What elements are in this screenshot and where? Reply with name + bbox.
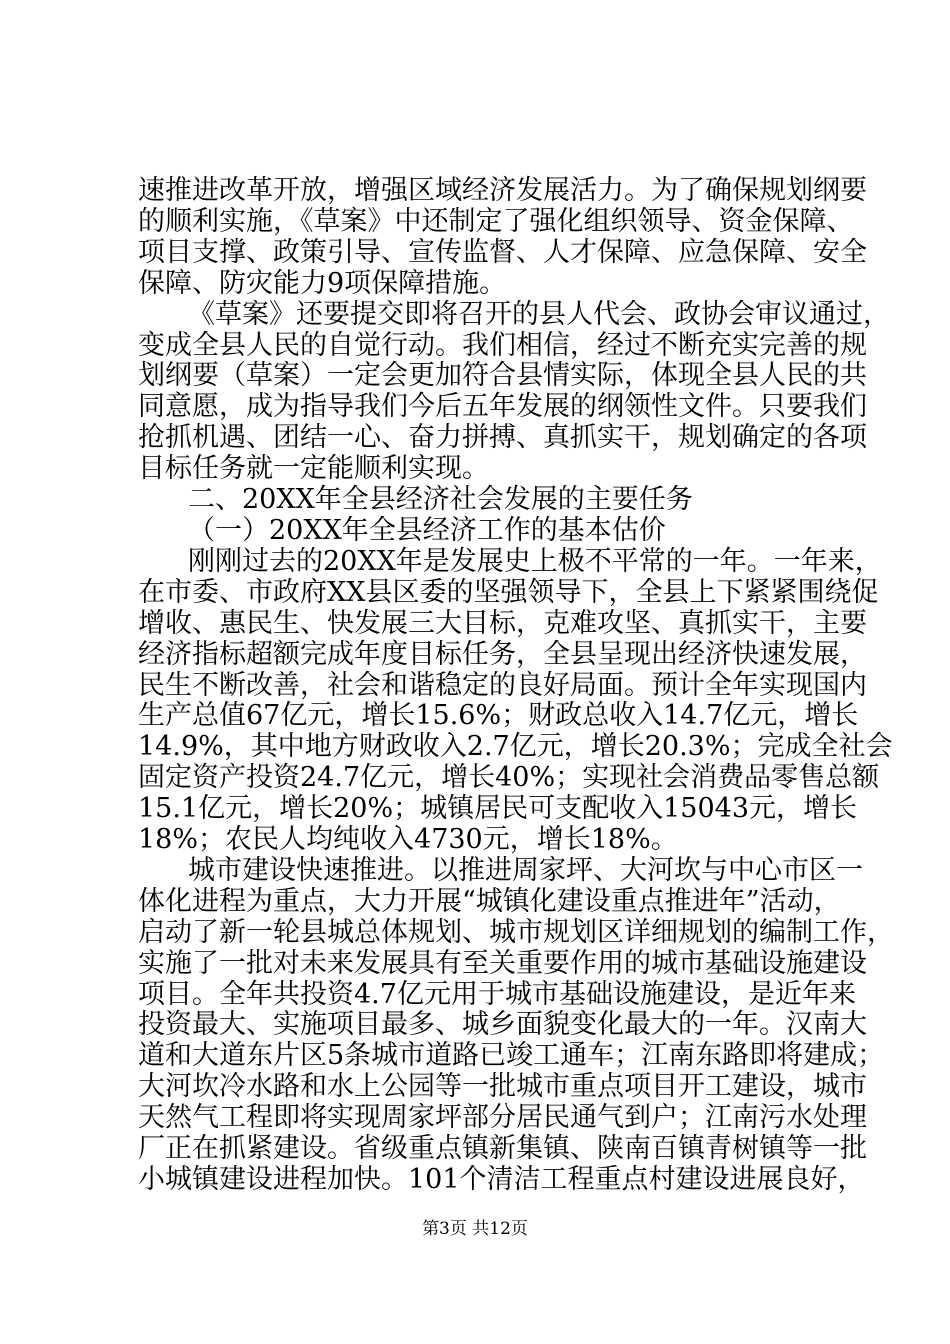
text-line: 天然气工程即将实现周家坪部分居民通气到户；江南污水处理	[138, 1102, 867, 1134]
text-line: 生产总值67亿元，增长15.6%；财政总收入14.7亿元，增长	[138, 700, 859, 732]
text-line: 划纲要（草案）一定会更加符合县情实际，体现全县人民的共	[138, 360, 867, 392]
text-line: 固定资产投资24.7亿元，增长40%；实现社会消费品零售总额	[138, 762, 880, 794]
text-line: 城市建设快速推进。以推进周家坪、大河坎与中心市区一	[188, 854, 863, 886]
text-line: 变成全县人民的自觉行动。我们相信，经过不断充实完善的规	[138, 329, 867, 361]
text-line: 增收、惠民生、快发展三大目标，克难攻坚、真抓实干，主要	[138, 607, 867, 639]
text-line: 的顺利实施，《草案》中还制定了强化组织领导、资金保障、	[138, 205, 854, 237]
text-line: 投资最大、实施项目最多、城乡面貌变化最大的一年。汉南大	[138, 1009, 867, 1041]
text-line: 项目。全年共投资4.7亿元用于城市基础设施建设，是近年来	[138, 978, 856, 1010]
text-line: 启动了新一轮县城总体规划、城市规划区详细规划的编制工作，	[138, 916, 894, 948]
text-line: 民生不断改善，社会和谐稳定的良好局面。预计全年实现国内	[138, 669, 867, 701]
text-line: 速推进改革开放，增强区域经济发展活力。为了确保规划纲要	[138, 175, 867, 206]
text-line: 道和大道东片区5条城市道路已竣工通车；江南东路即将建成；	[138, 1040, 885, 1072]
text-line: 14.9%，其中地方财政收入2.7亿元，增长20.3%；完成全社会	[138, 731, 893, 763]
text-line: 大河坎冷水路和水上公园等一批城市重点项目开工建设，城市	[138, 1071, 867, 1103]
subsection-heading: （一）20XX年全县经济工作的基本估价	[188, 514, 666, 546]
text-line: 同意愿，成为指导我们今后五年发展的纲领性文件。只要我们	[138, 391, 867, 423]
text-line: 经济指标超额完成年度目标任务，全县呈现出经济快速发展，	[138, 638, 867, 670]
text-line: 厂正在抓紧建设。省级重点镇新集镇、陕南百镇青树镇等一批	[138, 1133, 867, 1165]
text-line: 小城镇建设进程加快。101个清洁工程重点村建设进展良好，	[138, 1164, 865, 1195]
text-line: 项目支撑、政策引导、宣传监督、人才保障、应急保障、安全	[138, 236, 867, 268]
text-line: 在市委、市政府XX县区委的坚强领导下，全县上下紧紧围绕促	[138, 576, 879, 608]
text-line: 18%；农民人均纯收入4730元，增长18%。	[138, 824, 678, 856]
text-line: 抢抓机遇、团结一心、奋力拼搏、真抓实干，规划确定的各项	[138, 422, 867, 454]
document-body	[138, 175, 894, 1196]
text-line: 实施了一批对未来发展具有至关重要作用的城市基础设施建设	[138, 947, 867, 979]
text-line: 体化进程为重点，大力开展“城镇化建设重点推进年”活动，	[138, 885, 841, 917]
text-line: 刚刚过去的20XX年是发展史上极不平常的一年。一年来，	[188, 545, 882, 577]
text-line: 目标任务就一定能顺利实现。	[138, 453, 489, 485]
page-footer: 第3页 共12页	[422, 1219, 528, 1239]
text-line: 保障、防灾能力9项保障措施。	[138, 267, 507, 299]
text-line: 15.1亿元，增长20%；城镇居民可支配收入15043元，增长	[138, 793, 858, 825]
text-line: 《草案》还要提交即将召开的县人代会、政协会审议通过，	[188, 298, 890, 330]
section-heading: 二、20XX年全县经济社会发展的主要任务	[188, 484, 693, 516]
